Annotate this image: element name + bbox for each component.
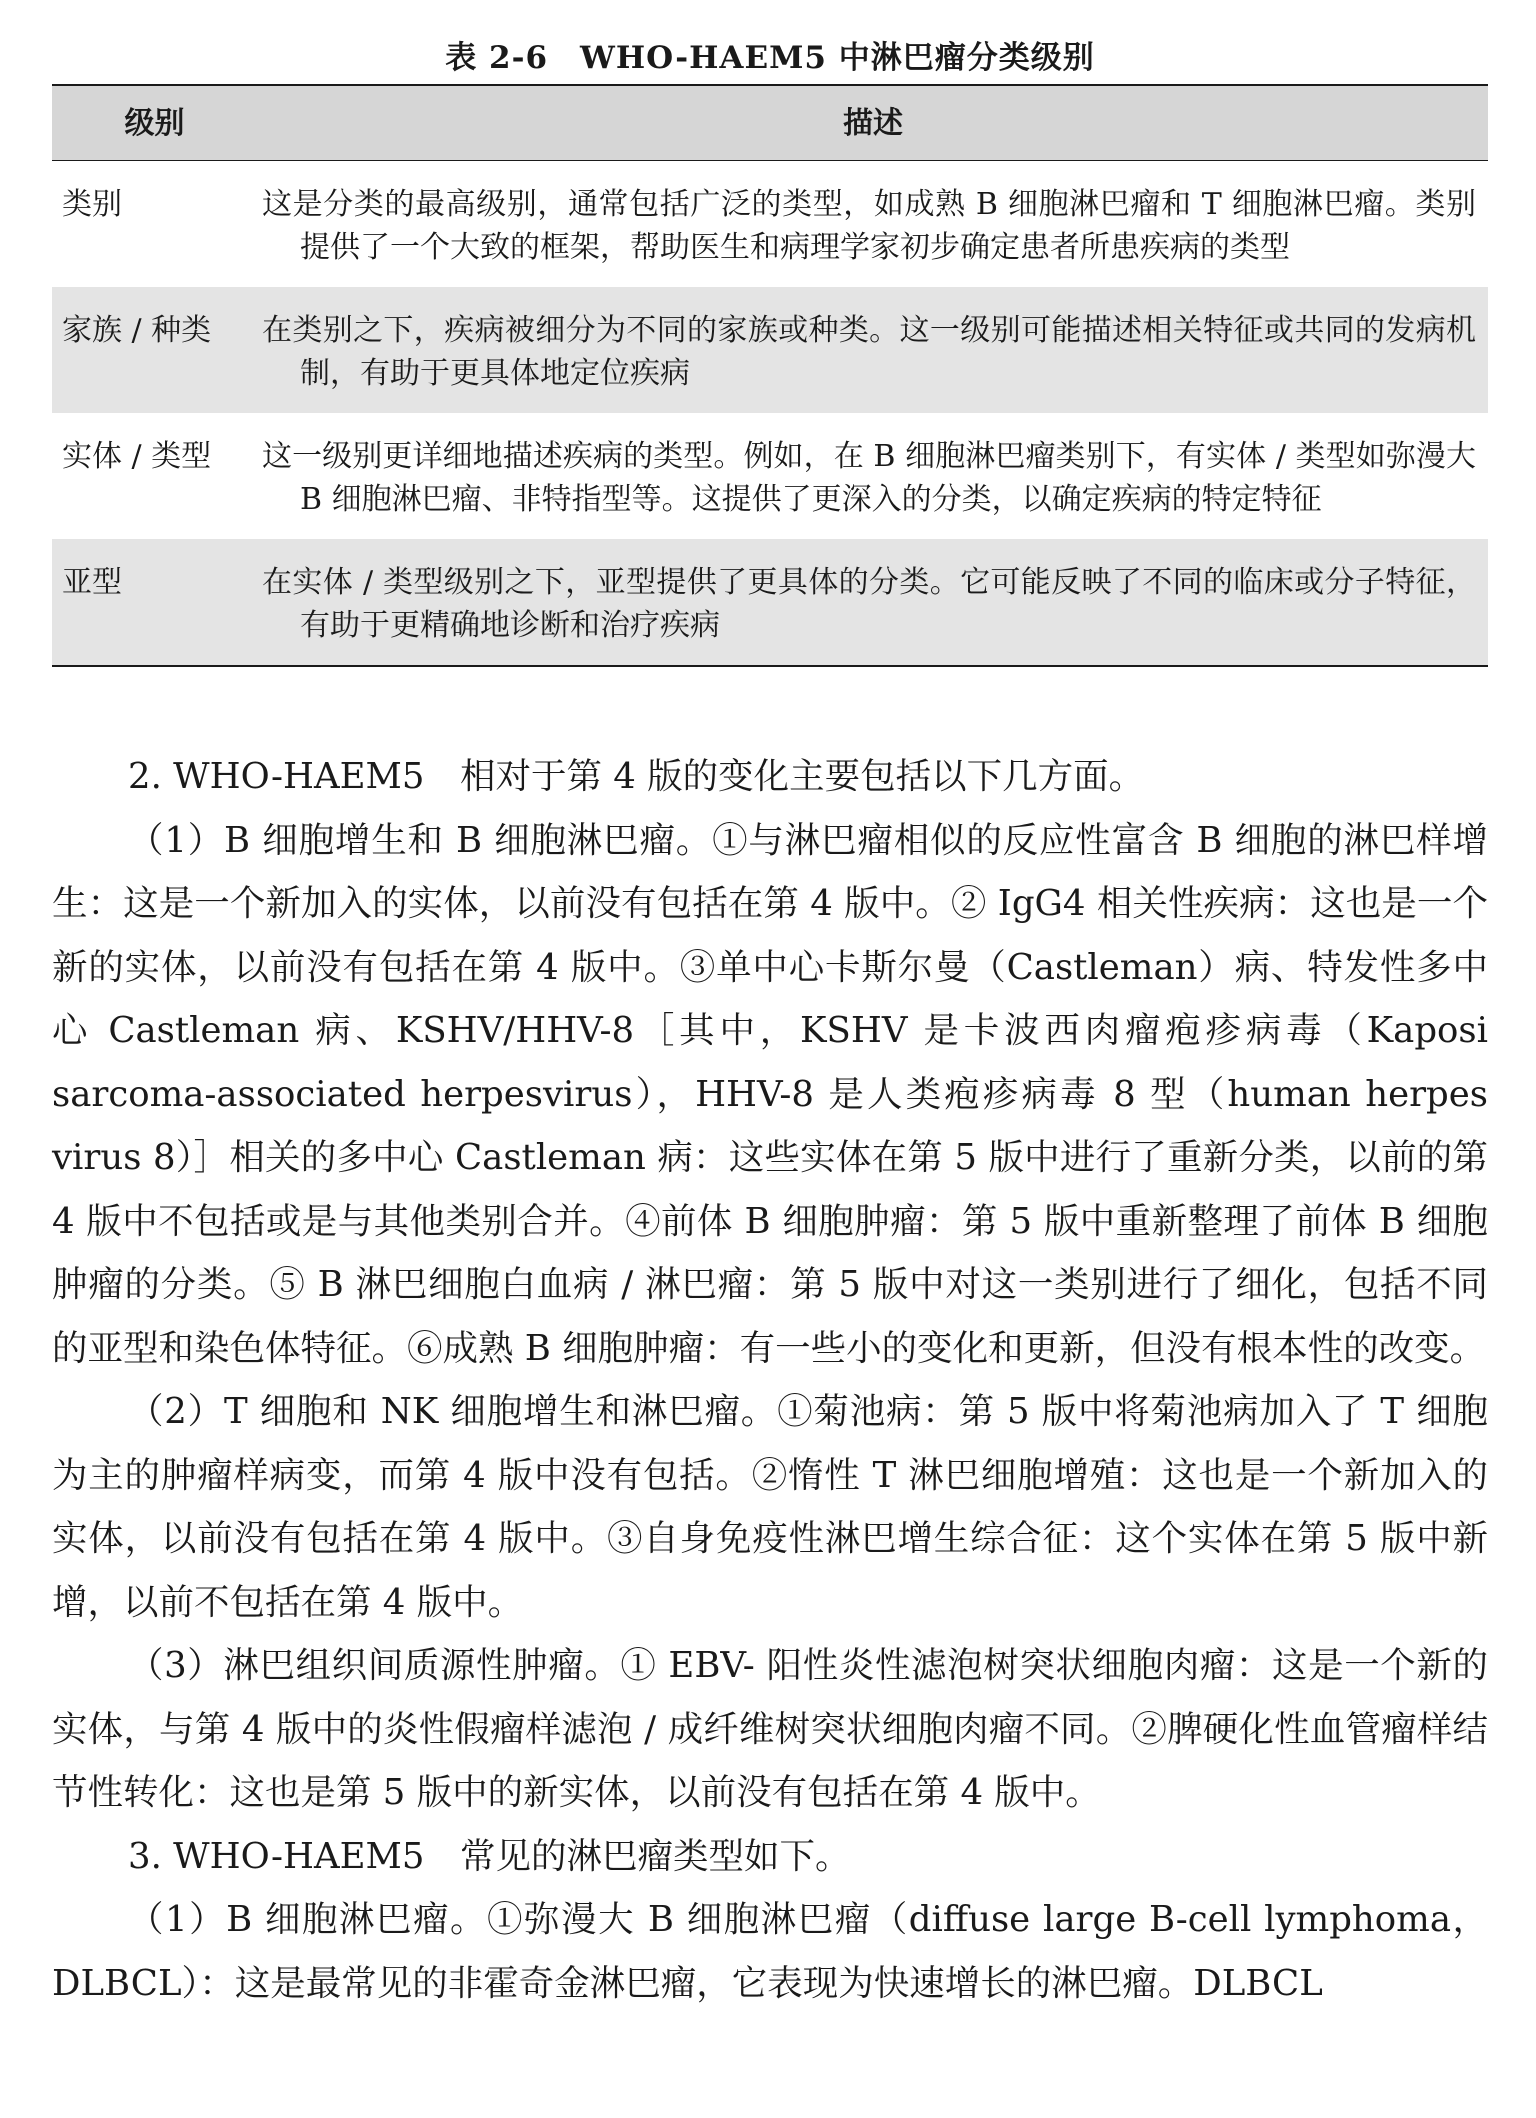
table-row	[52, 539, 1488, 666]
document-page	[52, 0, 1488, 2004]
row-description: 在实体 / 类型级别之下，亚型提供了更具体的分类。它可能反映了不同的临床或分子特征，有助于更精确地诊断和治疗疾病	[258, 539, 1488, 666]
paragraph: （2）T 细胞和 NK 细胞增生和淋巴瘤。①菊池病：第 5 版中将菊池病加入了 T 细胞为主的肿瘤样病变，而第 4 版中没有包括。②惰性 T 淋巴细胞增殖：这也是一个新加入的实体，以前没有包括在第 4 版中。③自身免疫性淋巴增生综合征：这个实体在第 5 版中新增，以前不包括在第 4 版中。	[52, 1391, 1488, 1623]
row-level: 亚型	[52, 539, 258, 666]
row-level: 类别	[62, 187, 122, 222]
section-heading: 2. WHO-HAEM5 相对于第 4 版的变化主要包括以下几方面。	[128, 756, 1145, 797]
header-level: 级别	[52, 85, 258, 161]
classification-table	[52, 84, 1488, 667]
paragraph: （1）B 细胞增生和 B 细胞淋巴瘤。①与淋巴瘤相似的反应性富含 B 细胞的淋巴样增生：这是一个新加入的实体，以前没有包括在第 4 版中。② IgG4 相关性疾病：这也是一个新的实体，以前没有包括在第 4 版中。③单中心卡斯尔曼（Castleman）病、特发性多中心 Castleman 病、KSHV/HHV-8［其中，KSHV 是卡波西肉瘤疱疹病毒（Kaposi sarcoma-associated herpesvirus），HHV-8 是人类疱疹病毒 8 型（human herpes virus 8）］相关的多中心 Castleman 病：这些实体在第 5 版中进行了重新分类，以前的第 4 版中不包括或是与其他类别合并。④前体 B 细胞肿瘤：第 5 版中重新整理了前体 B 细胞肿瘤的分类。⑤ B 淋巴细胞白血病 / 淋巴瘤：第 5 版中对这一类别进行了细化，包括不同的亚型和染色体特征。⑥成熟 B 细胞肿瘤：有一些小的变化和更新，但没有根本性的改变。	[52, 819, 1488, 1369]
row-description: 这一级别更详细地描述疾病的类型。例如，在 B 细胞淋巴瘤类别下，有实体 / 类型如弥漫大 B 细胞淋巴瘤、非特指型等。这提供了更深入的分类，以确定疾病的特定特征	[262, 439, 1476, 517]
header-description: 描述	[258, 85, 1488, 161]
paragraph: （3）淋巴组织间质源性肿瘤。① EBV- 阳性炎性滤泡树突状细胞肉瘤：这是一个新的实体，与第 4 版中的炎性假瘤样滤泡 / 成纤维树突状细胞肉瘤不同。②脾硬化性血管瘤样结节性转化：这也是第 5 版中的新实体，以前没有包括在第 4 版中。	[52, 1645, 1488, 1813]
table-caption: 表 2-6 WHO-HAEM5 中淋巴瘤分类级别	[445, 40, 1095, 76]
body-text	[52, 745, 1488, 2015]
paragraph: （1）B 细胞淋巴瘤。①弥漫大 B 细胞淋巴瘤（diffuse large B-cell lymphoma，DLBCL）：这是最常见的非霍奇金淋巴瘤，它表现为快速增长的淋巴瘤。DLBCL	[52, 1899, 1488, 2004]
table-row	[52, 413, 1488, 539]
row-description: 这是分类的最高级别，通常包括广泛的类型，如成熟 B 细胞淋巴瘤和 T 细胞淋巴瘤。类别提供了一个大致的框架，帮助医生和病理学家初步确定患者所患疾病的类型	[262, 187, 1476, 265]
table-row	[52, 287, 1488, 413]
row-level: 家族 / 种类	[52, 287, 258, 413]
row-level: 实体 / 类型	[62, 439, 212, 474]
table-header-row	[52, 85, 1488, 161]
row-description: 在类别之下，疾病被细分为不同的家族或种类。这一级别可能描述相关特征或共同的发病机制，有助于更具体地定位疾病	[258, 287, 1488, 413]
section-heading: 3. WHO-HAEM5 常见的淋巴瘤类型如下。	[128, 1835, 851, 1877]
table-row	[52, 161, 1488, 288]
